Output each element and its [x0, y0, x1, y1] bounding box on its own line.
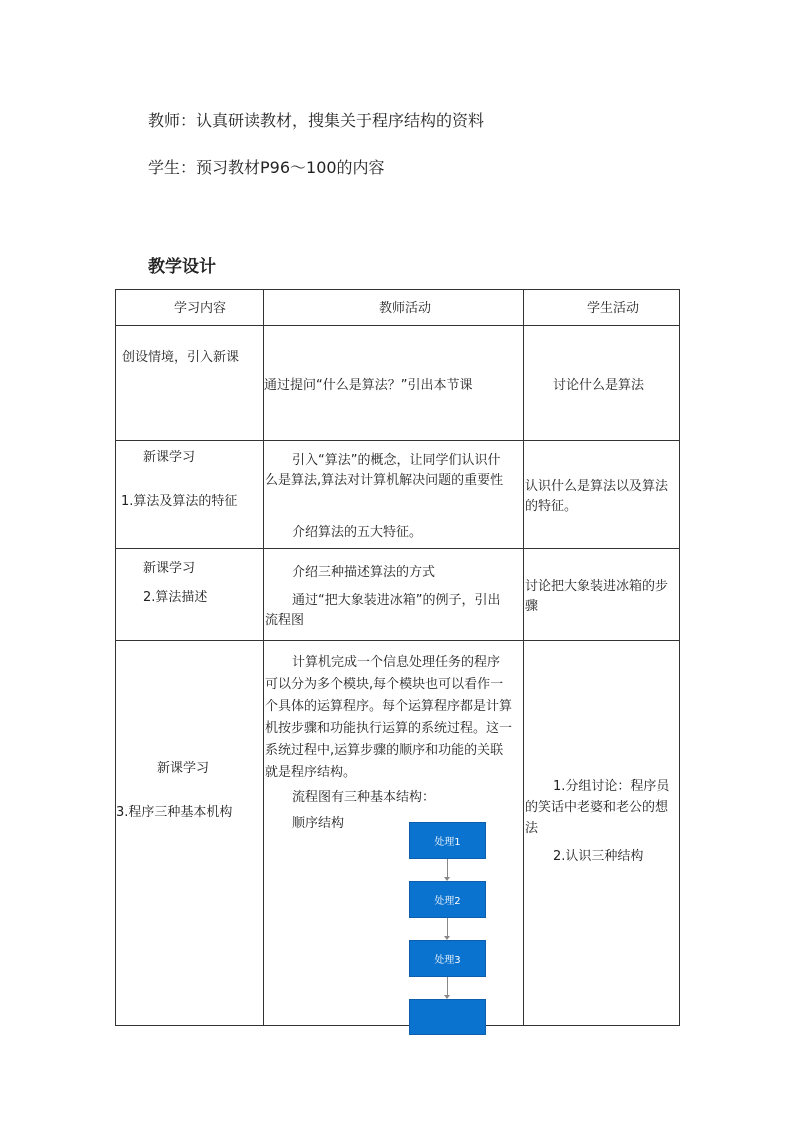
row4-teacher-line: 就是程序结构。 [265, 765, 357, 780]
row1-student: 讨论什么是算法 [553, 378, 645, 393]
table-column-divider [263, 290, 264, 1025]
flowchart-box-process-2: 处理2 [409, 881, 486, 918]
row4-content-topic: 3.程序三种基本机构 [116, 805, 233, 820]
row4-teacher-line: 个具体的运算程序。每个运算程序都是计算 [265, 699, 513, 714]
row2-teacher-line: 介绍算法的五大特征。 [292, 525, 423, 540]
row4-student-line: 的笑话中老婆和老公的想 [525, 800, 669, 815]
row3-student-line: 骤 [525, 599, 539, 614]
row3-student-line: 讨论把大象装进冰箱的步 [525, 579, 669, 594]
table-row-divider [116, 440, 679, 441]
header-teacher: 教师活动 [379, 301, 432, 316]
row4-student-line: 2.认识三种结构 [553, 849, 644, 864]
row1-content: 创设情境，引入新课 [122, 350, 240, 365]
prep-student: 学生：预习教材P96～100的内容 [148, 158, 385, 177]
row3-teacher-line: 介绍三种描述算法的方式 [292, 565, 436, 580]
flowchart-box-process-3: 处理3 [409, 940, 486, 977]
flowchart-box-process-1: 处理1 [409, 822, 486, 859]
flowchart-box-process-4 [409, 999, 486, 1035]
row3-teacher-line: 通过“把大象装进冰箱”的例子，引出 [292, 593, 501, 608]
section-heading: 教学设计 [148, 257, 216, 277]
prep-teacher: 教师：认真研读教材，搜集关于程序结构的资料 [148, 111, 485, 130]
row1-teacher: 通过提问“什么是算法？”引出本节课 [264, 378, 473, 393]
header-student: 学生活动 [587, 301, 640, 316]
flowchart-arrow [447, 918, 448, 936]
header-content: 学习内容 [174, 301, 227, 316]
row4-student-line: 法 [525, 821, 539, 836]
row2-student-line: 认识什么是算法以及算法 [525, 479, 669, 494]
row4-teacher-line: 可以分为多个模块,每个模块也可以看作一 [265, 677, 504, 692]
row4-teacher-line: 流程图有三种基本结构： [292, 790, 436, 805]
row2-content-title: 新课学习 [143, 450, 196, 465]
row4-teacher-line: 顺序结构 [292, 816, 345, 831]
table-column-divider [523, 290, 524, 1025]
row2-content-topic: 1.算法及算法的特征 [121, 494, 238, 509]
row2-teacher-line: 么是算法,算法对计算机解决问题的重要性 [265, 473, 504, 488]
row3-content-topic: 2.算法描述 [143, 590, 208, 605]
table-row-divider [116, 548, 679, 549]
row2-student-line: 的特征。 [525, 499, 578, 514]
table-row-divider [116, 640, 679, 641]
row3-content-title: 新课学习 [143, 561, 196, 576]
flowchart-arrow [447, 977, 448, 995]
row4-student-line: 1.分组讨论：程序员 [553, 779, 670, 794]
row4-teacher-line: 计算机完成一个信息处理任务的程序 [292, 655, 501, 670]
row4-teacher-line: 机按步骤和功能执行运算的系统过程。这一 [265, 721, 513, 736]
flowchart-arrow [447, 859, 448, 877]
row4-content-title: 新课学习 [157, 761, 210, 776]
row3-teacher-line: 流程图 [265, 613, 305, 628]
row2-teacher-line: 引入“算法”的概念，让同学们认识什 [292, 453, 501, 468]
row4-teacher-line: 系统过程中,运算步骤的顺序和功能的关联 [265, 743, 504, 758]
table-row-divider [116, 325, 679, 326]
lesson-table [115, 289, 680, 1026]
